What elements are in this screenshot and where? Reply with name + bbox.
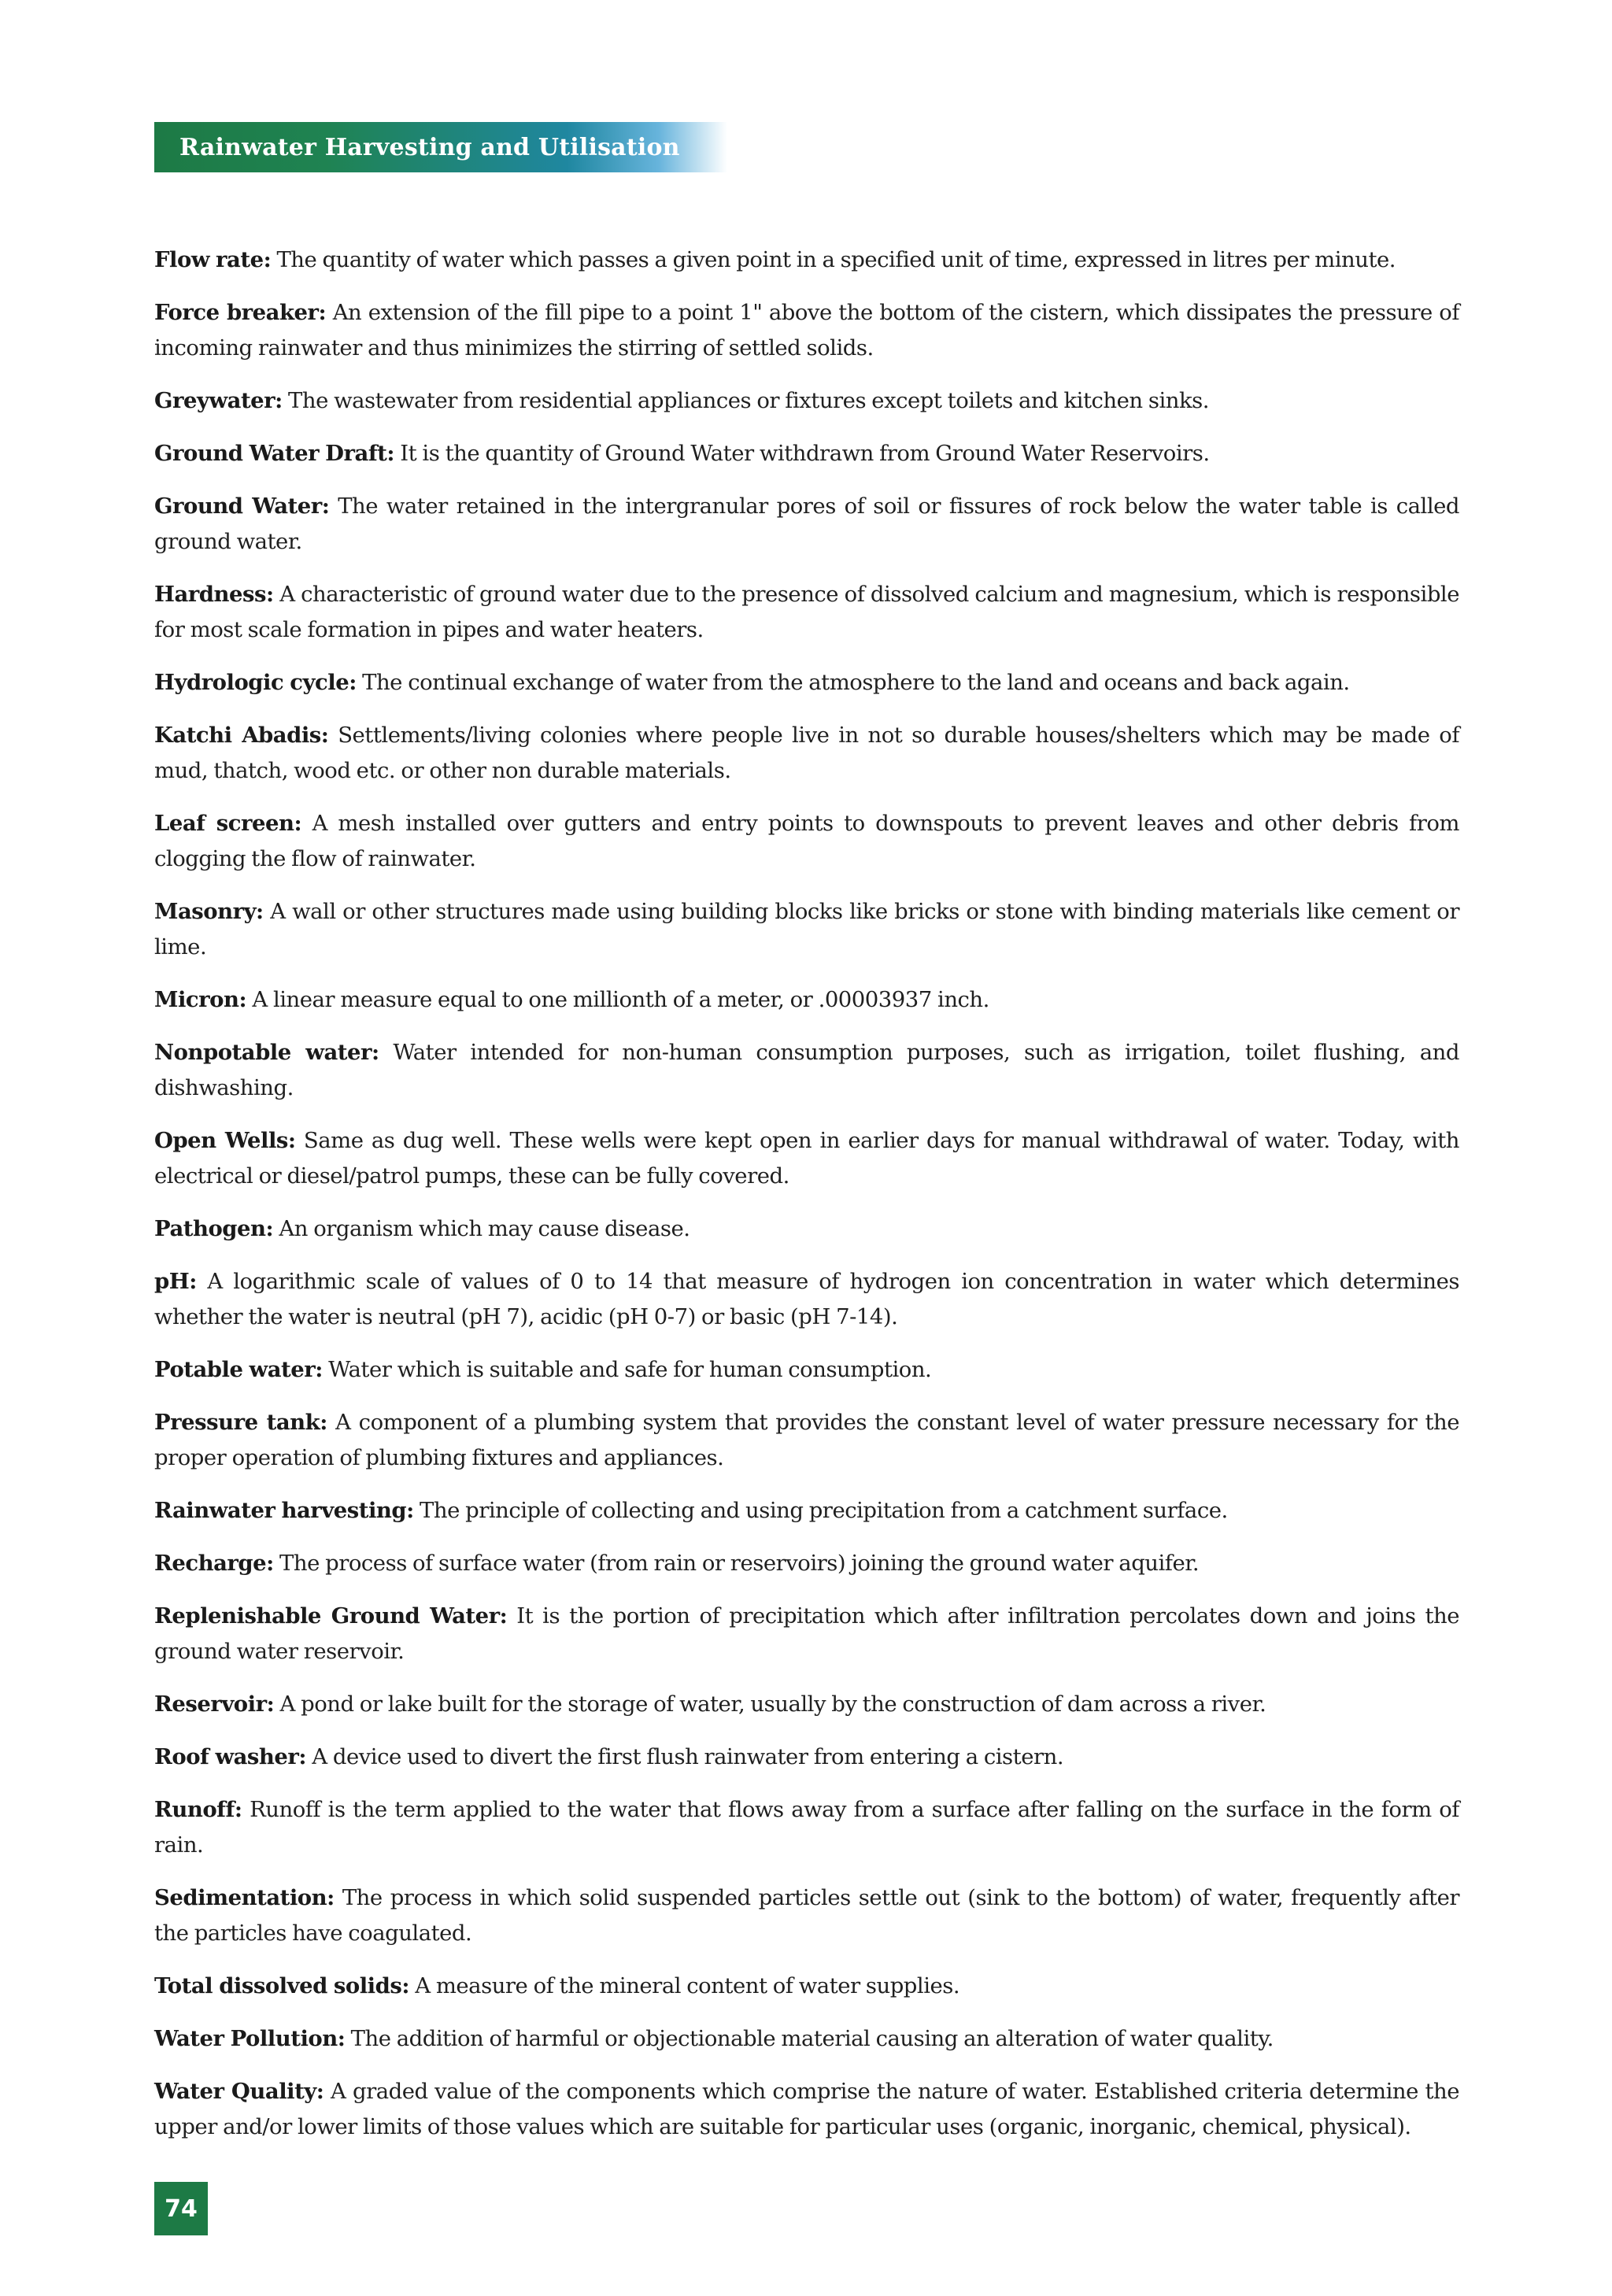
glossary-term: Ground Water: <box>154 494 330 519</box>
glossary-entry <box>154 1740 1459 1775</box>
glossary-term: Leaf screen: <box>154 811 302 836</box>
glossary-entry <box>154 1123 1459 1194</box>
glossary-term: Potable water: <box>154 1357 323 1382</box>
glossary-entry <box>154 1264 1459 1335</box>
glossary-definition: The quantity of water which passes a given point in a specified unit of time, expressed in litres per minute. <box>276 247 1396 272</box>
glossary-definition: A wall or other structures made using building blocks like bricks or stone with binding materials like cement or lime. <box>154 899 1459 959</box>
glossary-entry <box>154 489 1459 560</box>
glossary-definition: Runoff is the term applied to the water that flows away from a surface after falling on the surface in the form of rain. <box>154 1797 1459 1858</box>
glossary-entry <box>154 1599 1459 1669</box>
glossary-term: Katchi Abadis: <box>154 723 329 748</box>
glossary-term: Runoff: <box>154 1797 242 1822</box>
glossary-term: Flow rate: <box>154 247 272 272</box>
glossary-entry <box>154 718 1459 789</box>
glossary-definition: A graded value of the components which comprise the nature of water. Established criteria determine the upper and/or lower limits of those values which are suitable for particular uses (organic, inorganic, chemical, physical). <box>154 2079 1459 2139</box>
glossary-entry <box>154 2021 1459 2057</box>
glossary-entry <box>154 242 1459 278</box>
glossary-term: Hydrologic cycle: <box>154 670 357 695</box>
glossary-definition: An extension of the fill pipe to a point 1" above the bottom of the cistern, which dissipates the pressure of incoming rainwater and thus minimizes the stirring of settled solids. <box>154 300 1459 360</box>
glossary-definition: A mesh installed over gutters and entry points to downspouts to prevent leaves and other debris from clogging the flow of rainwater. <box>154 811 1459 871</box>
glossary-definition: A linear measure equal to one millionth of a meter, or .00003937 inch. <box>252 987 989 1012</box>
header-banner <box>154 122 727 172</box>
glossary-definition: Water intended for non-human consumption purposes, such as irrigation, toilet flushing, and dishwashing. <box>154 1040 1459 1100</box>
glossary-entry <box>154 436 1459 471</box>
glossary-entry <box>154 2074 1459 2145</box>
glossary-entry <box>154 1211 1459 1247</box>
page-number-box <box>154 2182 208 2235</box>
glossary-term: Rainwater harvesting: <box>154 1498 414 1523</box>
glossary-definition: A characteristic of ground water due to the presence of dissolved calcium and magnesium, which is responsible for most scale formation in pipes and water heaters. <box>154 582 1459 642</box>
glossary-entry <box>154 1687 1459 1722</box>
glossary-entry <box>154 1969 1459 2004</box>
glossary-definition: A pond or lake built for the storage of water, usually by the construction of dam across a river. <box>279 1691 1266 1717</box>
glossary-term: pH: <box>154 1269 197 1294</box>
glossary-entry <box>154 1880 1459 1951</box>
glossary-definition: A logarithmic scale of values of 0 to 14 that measure of hydrogen ion concentration in water which determines whether the water is neutral (pH 7), acidic (pH 0-7) or basic (pH 7-14). <box>154 1269 1459 1329</box>
glossary-term: Hardness: <box>154 582 274 607</box>
glossary-definition: It is the quantity of Ground Water withdrawn from Ground Water Reservoirs. <box>400 441 1210 466</box>
glossary-definition: Settlements/living colonies where people live in not so durable houses/shelters which may be made of mud, thatch, wood etc. or other non durable materials. <box>154 723 1460 783</box>
glossary-term: Nonpotable water: <box>154 1040 379 1065</box>
glossary-entry <box>154 577 1459 648</box>
glossary-entry <box>154 1352 1459 1388</box>
glossary-term: Open Wells: <box>154 1128 296 1153</box>
glossary-term: Greywater: <box>154 388 283 413</box>
glossary-definition: Same as dug well. These wells were kept open in earlier days for manual withdrawal of water. Today, with electrical or diesel/patrol pumps, these can be fully covered. <box>154 1128 1459 1189</box>
glossary-term: Recharge: <box>154 1551 274 1576</box>
glossary-term: Masonry: <box>154 899 264 924</box>
glossary-entry <box>154 1035 1459 1106</box>
glossary-definition: An organism which may cause disease. <box>279 1216 690 1241</box>
glossary-definition: It is the portion of precipitation which after infiltration percolates down and joins the ground water reservoir. <box>154 1603 1459 1664</box>
glossary-entry <box>154 982 1459 1018</box>
glossary-definition: The addition of harmful or objectionable material causing an alteration of water quality. <box>350 2026 1274 2051</box>
page-number: 74 <box>165 2194 198 2223</box>
glossary-definition: The continual exchange of water from the atmosphere to the land and oceans and back again. <box>362 670 1350 695</box>
glossary-term: Sedimentation: <box>154 1885 335 1910</box>
glossary-definition: The water retained in the intergranular pores of soil or fissures of rock below the water table is called ground water. <box>154 494 1459 554</box>
glossary-definition: The wastewater from residential appliances or fixtures except toilets and kitchen sinks. <box>288 388 1209 413</box>
glossary-term: Ground Water Draft: <box>154 441 395 466</box>
glossary-entry <box>154 295 1459 366</box>
glossary-definition: The principle of collecting and using precipitation from a catchment surface. <box>420 1498 1228 1523</box>
glossary-term: Replenishable Ground Water: <box>154 1603 508 1629</box>
glossary-entry <box>154 383 1459 419</box>
glossary-term: Water Quality: <box>154 2079 324 2104</box>
glossary-entry <box>154 665 1459 701</box>
glossary-entry <box>154 1792 1459 1863</box>
glossary-term: Roof washer: <box>154 1744 307 1769</box>
glossary-term: Total dissolved solids: <box>154 1973 409 1998</box>
glossary <box>154 242 1459 2162</box>
glossary-definition: Water which is suitable and safe for human consumption. <box>328 1357 932 1382</box>
glossary-term: Pressure tank: <box>154 1410 327 1435</box>
glossary-definition: A component of a plumbing system that provides the constant level of water pressure necessary for the proper operation of plumbing fixtures and appliances. <box>154 1410 1459 1470</box>
glossary-definition: A measure of the mineral content of water supplies. <box>415 1973 960 1998</box>
glossary-term: Force breaker: <box>154 300 327 325</box>
header-title: Rainwater Harvesting and Utilisation <box>179 133 680 161</box>
glossary-entry <box>154 1405 1459 1476</box>
glossary-definition: A device used to divert the first flush rainwater from entering a cistern. <box>312 1744 1064 1769</box>
glossary-definition: The process in which solid suspended particles settle out (sink to the bottom) of water, frequently after the particles have coagulated. <box>154 1885 1459 1946</box>
glossary-entry <box>154 894 1459 965</box>
glossary-entry <box>154 1546 1459 1581</box>
glossary-term: Micron: <box>154 987 247 1012</box>
glossary-entry <box>154 1493 1459 1529</box>
glossary-entry <box>154 806 1459 877</box>
glossary-term: Pathogen: <box>154 1216 274 1241</box>
glossary-term: Water Pollution: <box>154 2026 346 2051</box>
glossary-definition: The process of surface water (from rain or reservoirs) joining the ground water aquifer. <box>279 1551 1200 1576</box>
glossary-term: Reservoir: <box>154 1691 275 1717</box>
